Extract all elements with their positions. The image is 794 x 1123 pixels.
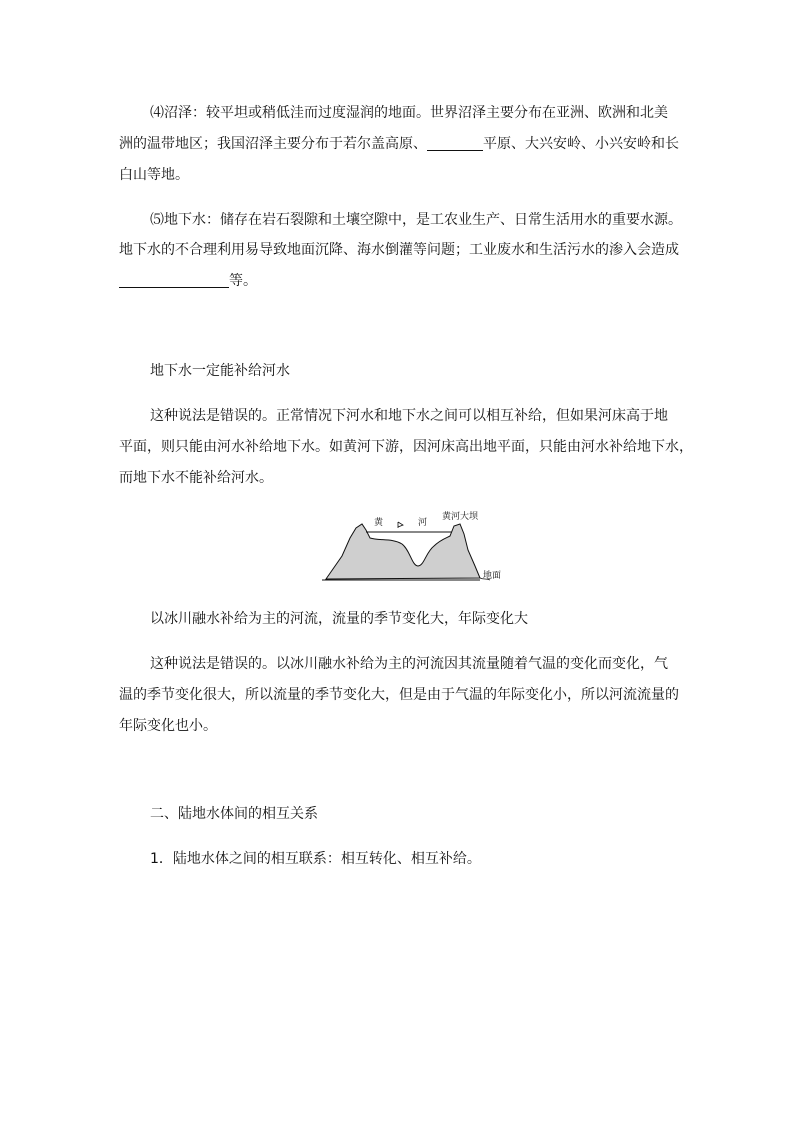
p4-line1: ⑷沼泽：较平坦或稍低洼而过度湿润的地面。世界沼泽主要分布在亚洲、欧洲和北美: [150, 105, 668, 121]
misconception2-line1: 这种说法是错误的。以冰川融水补给为主的河流因其流量随着气温的变化而变化，气: [150, 656, 668, 672]
fill-blank-plain[interactable]: [427, 136, 483, 151]
label-dam: 黄河大坝: [442, 512, 479, 522]
fill-blank-pollution[interactable]: [119, 273, 229, 288]
misconception1-heading: 地下水一定能补给河水: [150, 363, 290, 379]
flag-icon: [398, 522, 403, 528]
misconception2-line3: 年际变化也小。: [119, 718, 217, 734]
p5-line2: 地下水的不合理利用易导致地面沉降、海水倒灌等问题；工业废水和生活污水的渗入会造成: [119, 242, 679, 258]
section2-item1: 1．陆地水体之间的相互联系：相互转化、相互补给。: [150, 851, 481, 867]
p4-line2: [119, 134, 679, 154]
yellow-river-diagram: [320, 508, 520, 586]
label-ground: 地面: [483, 571, 502, 581]
p5-line3: [119, 271, 257, 291]
yellow-river-diagram-svg: [320, 508, 520, 586]
misconception2-heading: 以冰川融水补给为主的河流，流量的季节变化大，年际变化大: [150, 611, 528, 627]
p4-line3: 白山等地。: [119, 167, 189, 183]
p5-line1: ⑸地下水：储存在岩石裂隙和土壤空隙中，是工农业生产、日常生活用水的重要水源。: [150, 212, 682, 228]
misconception2-line2: 温的季节变化很大，所以流量的季节变化大，但是由于气温的年际变化小，所以河流流量的: [119, 687, 679, 703]
p4-line2-b: 平原、大兴安岭、小兴安岭和长: [483, 136, 679, 152]
misconception1-line2: 平面，则只能由河水补给地下水。如黄河下游，因河床高出地平面，只能由河水补给地下水，: [119, 439, 693, 455]
section2-heading: 二、陆地水体间的相互关系: [150, 806, 318, 822]
misconception1-line3: 而地下水不能补给河水。: [119, 470, 273, 486]
label-huang: 黄: [374, 518, 384, 528]
p5-line3-end: 等。: [229, 273, 257, 289]
p4-line2-a: 洲的温带地区；我国沼泽主要分布于若尔盖高原、: [119, 136, 427, 152]
label-he: 河: [418, 518, 428, 528]
misconception1-line1: 这种说法是错误的。正常情况下河水和地下水之间可以相互补给，但如果河床高于地: [150, 408, 668, 424]
